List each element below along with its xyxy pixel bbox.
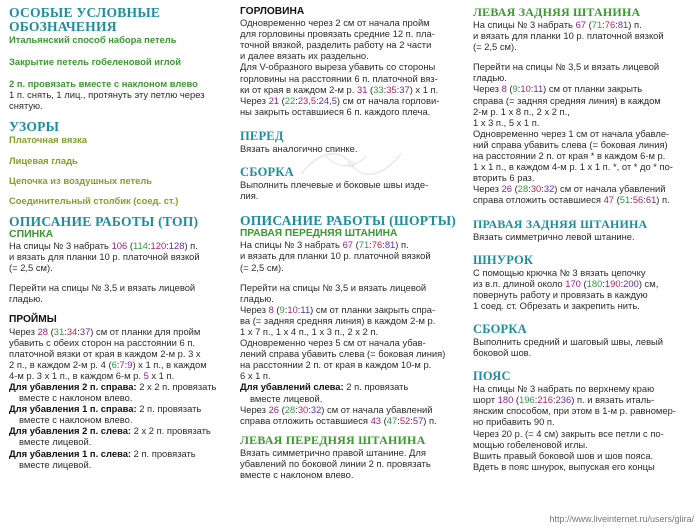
neck-line: Через 21 (22:23,5:24,5) см от начала горлови- [240, 94, 440, 106]
rf-line: на расстоянии 2 п. от края в каждом 10-м р. [240, 359, 432, 371]
lb-line: 2-м р. 1 х 8 п., 2 х 2 п., [473, 105, 570, 117]
back-line: Перейти на спицы № 3,5 и вязать лицевой [9, 282, 196, 294]
legend-title: ОСОБЫЕ УСЛОВНЫЕ ОБОЗНАЧЕНИЯ [9, 5, 161, 34]
lb-line: Одновременно через 1 см от начала убавле- [473, 127, 670, 139]
patterns-title: УЗОРЫ [9, 119, 60, 135]
assembly-title: СБОРКА [240, 165, 294, 180]
lf-line: вместе с наклоном влево. [240, 469, 354, 480]
front-title: ПЕРЕД [240, 128, 284, 143]
lb-line: ний справа убавить слева (= боковая линия) [473, 138, 668, 150]
belt-line: На спицы № 3 набрать по верхнему краю [473, 383, 655, 395]
armhole-line: 2 п., в каждом 2-м р. 4 (6:7:9) х 1 п., в каждом [9, 358, 207, 370]
lb-line: (= 2,5 см). [473, 41, 517, 53]
pattern-item: Соединительный столбик (соед. ст.) [9, 194, 179, 206]
cord-line: 1 соед. ст. Обрезать и закрепить нить. [473, 299, 640, 311]
decrease-rule-cont: вместе лицевой. [19, 458, 92, 470]
assembly-shorts-title: СБОРКА [473, 321, 527, 336]
assembly-line: Выполнить плечевые и боковые швы изде- [240, 179, 429, 191]
cord-title: ШНУРОК [473, 252, 534, 267]
lb-line: Перейти на спицы № 3,5 и вязать лицевой [473, 61, 660, 73]
belt-line: Через 20 р. (= 4 см) закрыть все петли с по- [473, 427, 664, 439]
lb-line: 1 х 1 п., в каждом 4-м р. 1 х 1 п. *, от * до * по- [473, 161, 673, 173]
column-right [473, 6, 695, 472]
decrease-rule-cont: вместе лицевой. [250, 392, 323, 404]
decrease-rule-cont: вместе лицевой. [19, 436, 92, 448]
lb-line: справа отложить оставшиеся 47 (51:56:61) п. [473, 194, 670, 206]
lb-line: и вязать для планки 10 р. платочной вязкой [473, 30, 664, 42]
neck-line: точной вязкой, разделить работу на 2 части [240, 39, 432, 51]
belt-title: ПОЯС [473, 369, 511, 384]
rf-line: ва (= задняя средняя линия) в каждом 2-м р. [240, 314, 436, 326]
rf-line: На спицы № 3 набрать 67 (71:76:81) п. [240, 239, 409, 251]
rf-line: 1 х 7 п., 1 х 4 п., 1 х 3 п., 2 х 2 п. [240, 325, 379, 337]
decrease-rule: Для убавления 1 п. слева: 2 п. провязать [9, 447, 196, 459]
decrease-rule: Для убавления 1 п. справа: 2 п. провязать [9, 403, 202, 415]
lb-line: на расстоянии 2 п. от края * в каждом 6-м р. [473, 150, 666, 162]
back-title: СПИНКА [9, 227, 54, 240]
neck-line: для горловины провязать средние 12 п. пла- [240, 28, 435, 40]
legend-item-ssk: 2 п. провязать вместе с наклоном влево [9, 78, 198, 90]
armhole-line: Через 28 (31:34:37) см от планки для пройм [9, 325, 201, 337]
pattern-item: Цепочка из воздушных петель [9, 174, 153, 186]
left-back-leg-title: ЛЕВАЯ ЗАДНЯЯ ШТАНИНА [473, 5, 641, 19]
source-url-watermark: http://www.liveinternet.ru/users/glira/ [549, 513, 694, 524]
rf-line: 6 х 1 п. [240, 370, 271, 382]
cord-line: повернуть работу и провязать в каждую [473, 288, 648, 300]
back-line: гладью. [9, 293, 43, 305]
armhole-line: 4-м р. 3 х 1 п., в каждом 6-м р. 5 х 1 п. [9, 369, 175, 381]
cord-line: С помощью крючка № 3 вязать цепочку [473, 266, 646, 278]
column-middle [240, 6, 466, 480]
belt-line: янским способом, при этом в 1-м р. равномер- [473, 405, 676, 417]
armhole-line: платочной вязки от края в каждом 2-м р. 3 х [9, 347, 201, 359]
belt-line: Вдеть в пояс шнурок, выпуская его концы [473, 460, 655, 472]
left-front-leg-title: ЛЕВАЯ ПЕРЕДНЯЯ ШТАНИНА [240, 432, 426, 447]
decrease-rule: Для убавления 2 п. слева: 2 х 2 п. провязать [9, 425, 211, 437]
rf-line: Через 26 (28:30:32) см от начала убавлений [240, 403, 433, 415]
assembly-line: лия. [240, 190, 259, 202]
lb-line: Через 8 (9:10:11) см от планки закрыть [473, 83, 643, 95]
lb-line: гладью. [473, 72, 507, 84]
neck-line: горловины на расстоянии 6 п. платочной вяз- [240, 72, 438, 84]
lb-line: справа (= задняя средняя линия) в каждом [473, 94, 661, 106]
asm-line: Выполнить средний и шаговый швы, левый [473, 335, 664, 347]
neck-line: Одновременно через 2 см от начала пройм [240, 17, 430, 29]
rf-line: Через 8 (9:10:11) см от планки закрыть спра- [240, 303, 436, 315]
neck-line: и далее вязать их раздельно. [240, 50, 369, 62]
lb-line: 1 х 3 п., 5 х 1 п. [473, 116, 540, 128]
rb-line: Вязать симметрично левой штанине. [473, 230, 635, 242]
belt-line: но прибавить 90 п. [473, 416, 555, 428]
lf-line: Вязать симметрично правой штанине. Для [240, 446, 426, 458]
cord-line: из в.п. длиной около 170 (180:190:200) см, [473, 277, 659, 289]
back-line: и вязать для планки 10 р. платочной вязкой [9, 251, 200, 263]
belt-line: Вшить правый боковой шов и шов пояса. [473, 449, 654, 461]
lb-line: вторить 6 раз. [473, 172, 535, 184]
back-line: (= 2,5 см). [9, 262, 53, 274]
lb-line: Через 26 (28:30:32) см от начала убавлений [473, 183, 666, 195]
belt-line: шорт 180 (196:216:236) п. и вязать италь- [473, 394, 655, 406]
rf-line: гладью. [240, 292, 274, 304]
neck-line: ки от края в каждом 2-м р. 31 (33:35:37) х 1 п. [240, 83, 439, 95]
column-left [9, 6, 234, 470]
right-back-leg-title: ПРАВАЯ ЗАДНЯЯ ШТАНИНА [473, 216, 648, 231]
asm-line: боковой шов. [473, 347, 532, 359]
pattern-item: Лицевая гладь [9, 154, 78, 166]
legend-item-italian-cast-on: Итальянский способ набора петель [9, 34, 177, 45]
belt-line: мощью гобеленовой иглы. [473, 438, 588, 450]
neck-line: ны закрыть оставшиеся 6 п. каждого плеча. [240, 105, 431, 117]
decrease-rule-cont: вместе с наклоном влево. [19, 392, 133, 404]
rf-line: (= 2,5 см). [240, 261, 284, 273]
decrease-rule: Для убавлений слева: 2 п. провязать [240, 381, 409, 393]
legend-desc: 1 п. снять, 1 лиц., протянуть эту петлю через снятую. [9, 89, 205, 112]
lf-line: убавлений по боковой линии 2 п. провязать [240, 457, 431, 469]
neck-line: Для V-образного выреза убавить со стороны [240, 61, 436, 73]
armhole-line: убавить с обеих сторон на расстоянии 6 п. [9, 336, 196, 348]
right-front-leg-title: ПРАВАЯ ПЕРЕДНЯЯ ШТАНИНА [240, 228, 398, 240]
decrease-rule: Для убавления 2 п. справа: 2 х 2 п. провязать [9, 380, 217, 392]
rf-line: Одновременно через 5 см от начала убав- [240, 337, 426, 349]
rf-line: Перейти на спицы № 3,5 и вязать лицевой [240, 281, 427, 293]
legend-item-tapestry-bindoff: Закрытие петель гобеленовой иглой [9, 56, 182, 68]
back-line: На спицы № 3 набрать 106 (114:120:128) п. [9, 239, 198, 251]
front-line: Вязать аналогично спинке. [240, 142, 358, 154]
rf-line: и вязать для планки 10 р. платочной вязкой [240, 250, 431, 262]
rf-line: лений справа убавить слева (= боковая линия) [240, 348, 446, 360]
lb-line: На спицы № 3 набрать 67 (71:76:81) п. [473, 19, 642, 30]
shorts-description-title: ОПИСАНИЕ РАБОТЫ (ШОРТЫ) [240, 213, 456, 229]
top-description-title: ОПИСАНИЕ РАБОТЫ (ТОП) [9, 213, 199, 229]
decrease-rule-cont: вместе с наклоном влево. [19, 414, 133, 426]
pattern-item: Платочная вязка [9, 134, 87, 146]
neckline-title: ГОРЛОВИНА [240, 6, 305, 17]
rf-line: справа отложить оставшиеся 43 (47:52:57) п. [240, 414, 437, 426]
armhole-title: ПРОЙМЫ [9, 314, 57, 326]
